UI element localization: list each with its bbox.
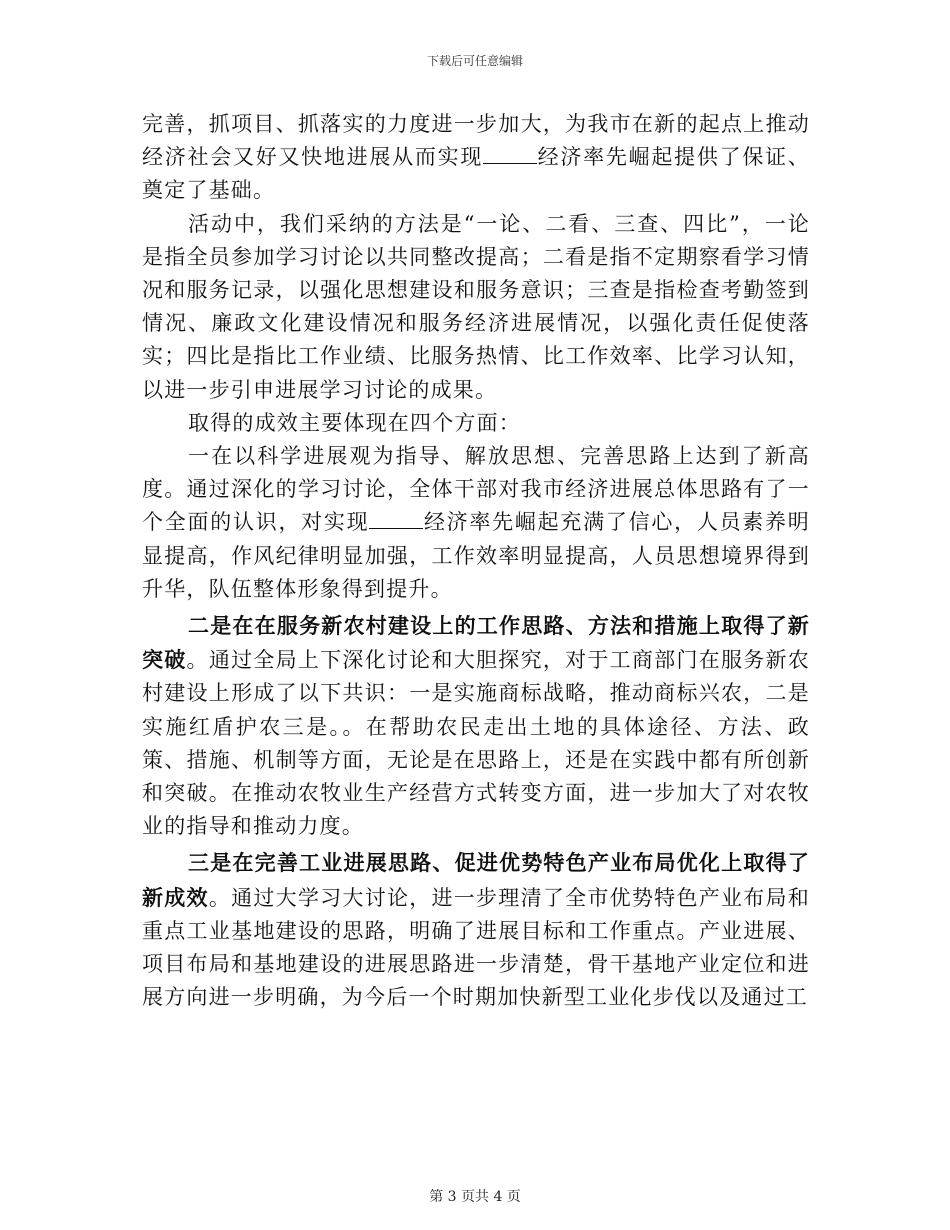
paragraph-1-text-after: 经济率先崛起提供了保证、奠定了基础。 bbox=[142, 145, 810, 203]
paragraph-6-heading: 三是在完善工业进展思路、促进优势特色产业布局优化上取得了新成效 bbox=[142, 850, 810, 910]
paragraph-3: 取得的成效主要体现在四个方面： bbox=[188, 410, 521, 435]
paragraph-4-text-before: 一在以科学进展观为指导、解放思想、完善思路上达到了新高度。通过深化的学习讨论，全体干部对我市经济进展总体思路有了一个全面的认识，对实现 bbox=[142, 444, 810, 535]
paragraph-4-text-after: 经济率先崛起充满了信心，人员素养明显提高，作风纪律明显加强，工作效率明显提高，人员思想境界得到升华，队伍整体形象得到提升。 bbox=[142, 510, 810, 601]
paragraph-4 bbox=[142, 440, 810, 606]
paragraph-6-text: 。通过大学习大讨论，进一步理清了全市优势特色产业布局和重点工业基地建设的思路，明确了进展目标和工作重点。产业进展、项目布局和基地建设的进展思路进一步清楚，骨干基地产业定位和进展方向进一步明确，为今后一个时期加快新型工业化步伐以及通过工 bbox=[142, 885, 810, 1010]
page-number: 第 3 页共 4 页 bbox=[429, 1189, 521, 1205]
paragraph-1-text-before: 完善，抓项目、抓落实的力度进一步加大，为我市在新的起点上推动经济社会又好又快地进展从而实现 bbox=[142, 112, 810, 170]
document-body bbox=[142, 108, 810, 1014]
paragraph-2: 活动中，我们采纳的方法是“一论、二看、三查、四比”，一论是指全员参加学习讨论以共同整改提高；二看是指不定期察看学习情况和服务记录，以强化思想建设和服务意识；三查是指检查考勤签到情况、廉政文化建设情况和服务经济进展情况，以强化责任促使落实；四比是指比工作业绩、比服务热情、比工作效率、比学习认知，以进一步引申进展学习讨论的成果。 bbox=[142, 211, 810, 402]
blank-underline bbox=[483, 145, 537, 164]
page-header: 下载后可任意编辑 bbox=[426, 54, 523, 68]
paragraph-6 bbox=[142, 846, 810, 1014]
paragraph-5-text: 。通过全局上下深化讨论和大胆探究，对于工商部门在服务新农村建设上形成了以下共识：一是实施商标战略，推动商标兴农，二是实施红盾护农三是。。在帮助农民走出土地的具体途径、方法、政策、措施、机制等方面，无论是在思路上，还是在实践中都有所创新和突破。在推动农牧业生产经营方式转变方面，进一步加大了对农牧业的指导和推动力度。 bbox=[142, 648, 810, 839]
blank-underline bbox=[369, 510, 423, 529]
paragraph-5-heading: 二是在在服务新农村建设上的工作思路、方法和措施上取得了新突破 bbox=[142, 613, 810, 673]
paragraph-1 bbox=[142, 108, 810, 208]
paragraph-5 bbox=[142, 609, 810, 843]
